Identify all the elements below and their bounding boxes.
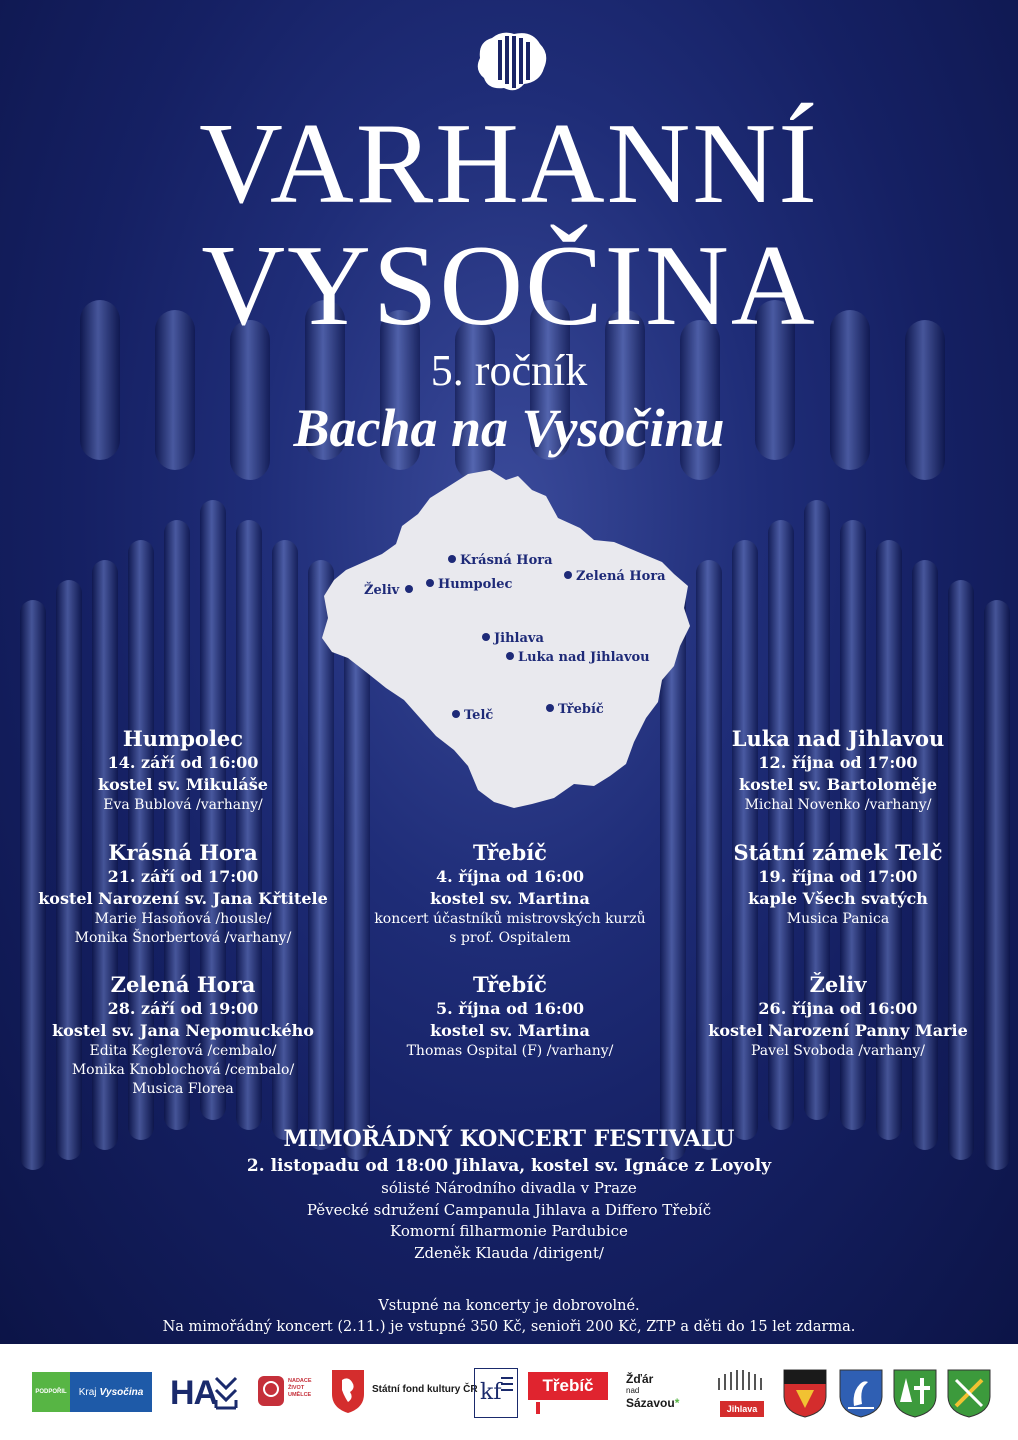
map-dot-icon — [405, 585, 413, 593]
special-concert — [0, 1124, 1018, 1264]
concert-date: 12. října od 17:00 — [758, 753, 918, 772]
concert-date: 5. října od 16:00 — [435, 999, 584, 1018]
concert-performer: Pavel Svoboda /varhany/ — [750, 1043, 925, 1059]
region-map — [318, 466, 692, 812]
kraj-name: Kraj Vysočina — [70, 1372, 152, 1412]
concert-trebic-1 — [340, 840, 680, 948]
map-town-krasna-hora: Krásná Hora — [448, 553, 553, 568]
concert-performer: koncert účastníků mistrovských kurzů — [374, 911, 646, 927]
special-concert-heading: MIMOŘÁDNÝ KONCERT FESTIVALU — [283, 1126, 735, 1152]
map-dot-icon — [506, 652, 514, 660]
admission-line: Vstupné na koncerty je dobrovolné. — [378, 1298, 640, 1314]
map-dot-icon — [564, 571, 572, 579]
concert-place: Třebíč — [473, 840, 547, 865]
partner-emblem-logo — [474, 1368, 518, 1418]
coat-of-arms-3-icon — [892, 1368, 938, 1418]
coat-of-arms-4-icon — [946, 1368, 992, 1418]
festival-title-line2: VYSOČINA — [201, 222, 817, 350]
trebic-logo: Třebíč — [528, 1372, 608, 1400]
trebic-logo-mark — [536, 1402, 540, 1414]
concert-performer: Michal Novenko /varhany/ — [744, 797, 932, 813]
coat-of-arms-2-icon — [838, 1368, 884, 1418]
zdar-nad-sazavou-logo: Žďár nad Sázavou* — [626, 1372, 680, 1410]
concert-place: Zelená Hora — [110, 972, 256, 997]
concert-place: Třebíč — [473, 972, 547, 997]
concert-zelena-hora — [13, 972, 353, 1099]
map-dot-icon — [448, 555, 456, 563]
statni-fond-kultury-logo: Státní fond kultury ČR — [330, 1368, 470, 1416]
kraj-vysocina-logo — [32, 1372, 152, 1412]
concert-date: 26. října od 16:00 — [758, 999, 918, 1018]
concert-performer: Musica Florea — [132, 1081, 234, 1097]
map-town-trebic: Třebíč — [546, 702, 604, 717]
map-town-telc: Telč — [452, 708, 493, 723]
concert-performer: Musica Panica — [786, 911, 890, 927]
edition-label: 5. ročník — [430, 346, 588, 395]
admission-line: Na mimořádný koncert (2.11.) je vstupné 350 Kč, senioři 200 Kč, ZTP a děti do 15 let zdarma. — [162, 1319, 856, 1335]
concert-zeliv — [668, 972, 1008, 1061]
partner-emblem-icon — [475, 1369, 517, 1417]
concert-venue: kostel sv. Jana Nepomuckého — [52, 1021, 314, 1040]
festival-title-line1: VARHANNÍ — [199, 100, 819, 228]
jihlava-logo: Jihlava — [714, 1368, 770, 1416]
special-concert-date: 2. listopadu od 18:00 Jihlava, kostel sv. Ignáce z Loyoly — [246, 1156, 772, 1176]
map-dot-icon — [482, 633, 490, 641]
hamu-logo: HA — [170, 1374, 242, 1414]
concert-date: 28. září od 19:00 — [107, 999, 259, 1018]
jihlava-organ-icon — [714, 1368, 770, 1392]
star-icon: * — [674, 1396, 680, 1410]
concert-venue: kostel sv. Mikuláše — [98, 775, 268, 794]
concert-performer: Thomas Ospital (F) /varhany/ — [406, 1043, 614, 1059]
map-town-humpolec: Humpolec — [426, 577, 512, 592]
festival-subtitle: Bacha na Vysočinu — [293, 398, 725, 458]
concert-date: 21. září od 17:00 — [107, 867, 259, 886]
map-dot-icon — [426, 579, 434, 587]
concert-performer: Edita Keglerová /cembalo/ — [89, 1043, 277, 1059]
concert-venue: kostel Narození sv. Jana Křtitele — [38, 889, 328, 908]
hamu-mark-icon — [214, 1376, 238, 1410]
concert-statni-zamek-telc — [668, 840, 1008, 929]
nadace-zivot-umelce-logo: NADACE ŽIVOT UMĚLCE — [258, 1374, 318, 1410]
kraj-prefix: PODPOŘIL — [32, 1372, 70, 1412]
concert-place: Želiv — [809, 972, 867, 997]
special-concert-line: Pěvecké sdružení Campanula Jihlava a Differo Třebíč — [306, 1200, 712, 1219]
concert-luka-nad-jihlavou — [668, 726, 1008, 815]
concert-venue: kostel Narození Panny Marie — [708, 1021, 968, 1040]
concert-date: 14. září od 16:00 — [107, 753, 259, 772]
concert-humpolec — [13, 726, 353, 815]
map-dot-icon — [452, 710, 460, 718]
special-concert-line: sólisté Národního divadla v Praze — [381, 1179, 637, 1197]
map-town-zeliv: Želiv — [364, 583, 413, 598]
concert-place: Státní zámek Telč — [733, 840, 943, 865]
concert-date: 4. října od 16:00 — [435, 867, 584, 886]
czech-coat-of-arms-icon — [330, 1368, 366, 1414]
concert-performer: s prof. Ospitalem — [449, 930, 571, 946]
concert-place: Humpolec — [122, 726, 244, 751]
concert-place: Luka nad Jihlavou — [731, 726, 945, 751]
special-concert-line: Komorní filharmonie Pardubice — [390, 1222, 628, 1240]
svg-text:kf: kf — [480, 1380, 502, 1405]
concert-krasna-hora — [13, 840, 353, 948]
concert-performer: Monika Šnorbertová /varhany/ — [74, 930, 292, 946]
concert-venue: kaple Všech svatých — [748, 889, 928, 908]
concert-performer: Eva Bublová /varhany/ — [103, 797, 263, 813]
nadace-emblem-icon — [258, 1376, 284, 1406]
map-town-jihlava: Jihlava — [482, 631, 544, 646]
concert-venue: kostel sv. Bartoloměje — [738, 775, 938, 794]
concert-place: Krásná Hora — [108, 840, 258, 865]
concert-performer: Marie Hasoňová /housle/ — [94, 911, 272, 927]
concert-venue: kostel sv. Martina — [430, 1021, 590, 1040]
concert-venue: kostel sv. Martina — [430, 889, 590, 908]
coat-of-arms-1-icon — [782, 1368, 828, 1418]
concert-trebic-2 — [340, 972, 680, 1061]
admission-info — [0, 1296, 1018, 1338]
map-town-luka-nad-jihlavou: Luka nad Jihlavou — [506, 650, 650, 665]
sponsors-bar — [0, 1344, 1018, 1440]
map-dot-icon — [546, 704, 554, 712]
festival-logo-icon — [474, 28, 550, 96]
map-town-zelena-hora: Zelená Hora — [564, 569, 666, 584]
concert-date: 19. října od 17:00 — [758, 867, 918, 886]
special-concert-line: Zdeněk Klauda /dirigent/ — [414, 1243, 604, 1262]
concert-performer: Monika Knoblochová /cembalo/ — [71, 1062, 295, 1078]
